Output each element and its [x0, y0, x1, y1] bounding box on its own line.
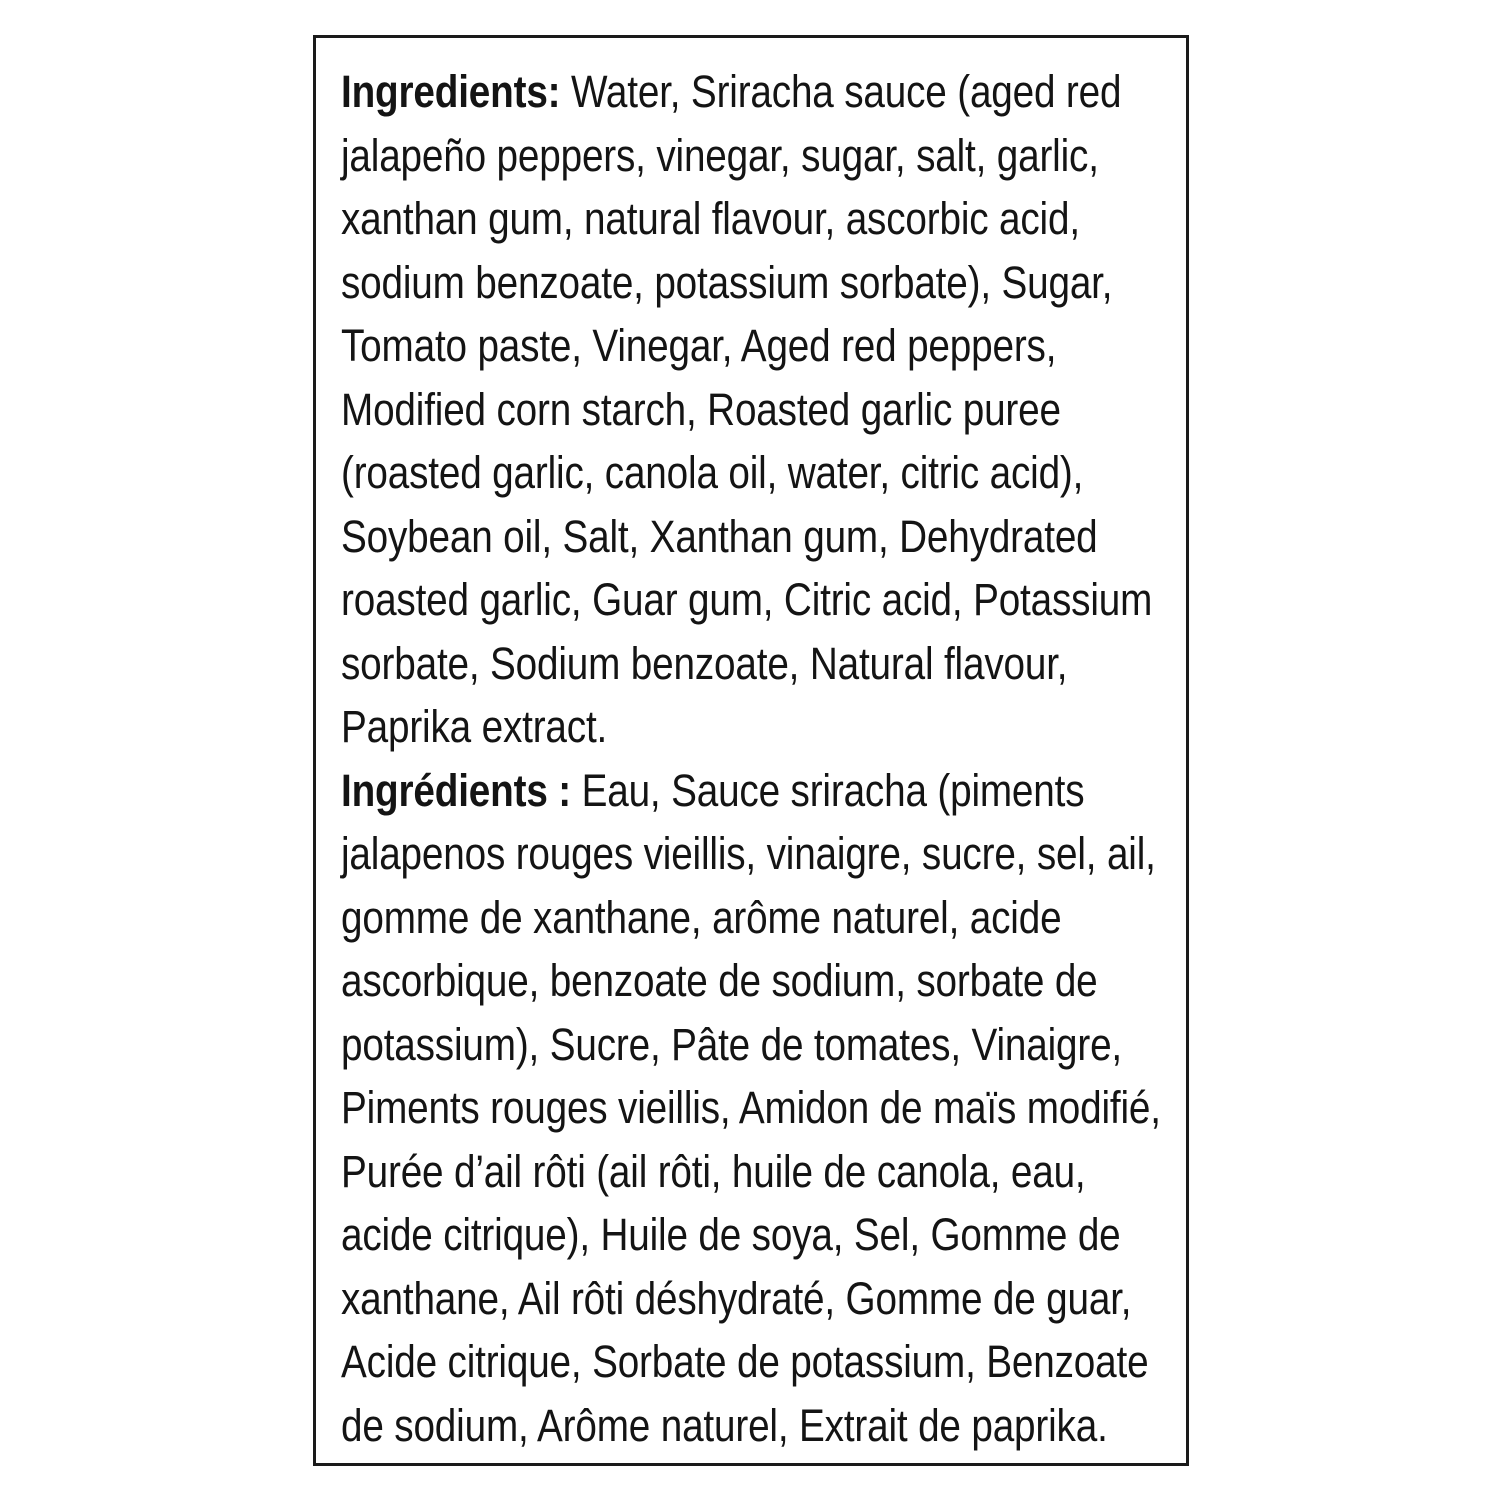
english-ingredients-line: roasted garlic, Guar gum, Citric acid, Potassium: [341, 574, 1153, 625]
ingredients-text: [341, 60, 1161, 1457]
french-ingredients-text: Eau, Sauce sriracha (piments: [570, 764, 1085, 816]
french-ingredients-line: de sodium, Arôme naturel, Extrait de paprika.: [341, 1399, 1108, 1451]
french-ingredients-line: xanthane, Ail rôti déshydraté, Gomme de guar,: [341, 1272, 1132, 1324]
french-ingredients-line: acide citrique), Huile de soya, Sel, Gomme de: [341, 1209, 1121, 1260]
french-ingredients-line: jalapenos rouges vieillis, vinaigre, sucre, sel, ail,: [341, 828, 1156, 879]
english-ingredients-line: Tomato paste, Vinegar, Aged red peppers,: [341, 320, 1057, 371]
english-ingredients-line: xanthan gum, natural flavour, ascorbic acid,: [341, 193, 1080, 244]
french-ingredients-line: gomme de xanthane, arôme naturel, acide: [341, 891, 1062, 943]
french-ingredients-heading: Ingrédients :: [341, 764, 571, 816]
french-ingredients-line: Purée d’ail rôti (ail rôti, huile de canola, eau,: [341, 1145, 1086, 1197]
english-ingredients-line: [341, 60, 1161, 124]
french-ingredients-line: potassium), Sucre, Pâte de tomates, Vinaigre,: [341, 1018, 1123, 1070]
english-ingredients-line: sodium benzoate, potassium sorbate), Sugar,: [341, 256, 1113, 308]
english-ingredients-line: Modified corn starch, Roasted garlic puree: [341, 383, 1061, 435]
english-ingredients-text: Water, Sriracha sauce (aged red: [560, 66, 1122, 117]
english-ingredients-line: Paprika extract.: [341, 701, 608, 752]
french-ingredients-line: ascorbique, benzoate de sodium, sorbate de: [341, 955, 1098, 1006]
french-ingredients-line: Piments rouges vieillis, Amidon de maïs modifié,: [341, 1082, 1161, 1133]
ingredients-label: [313, 35, 1189, 1466]
english-ingredients-heading: Ingredients:: [341, 66, 561, 117]
french-ingredients-line: Acide citrique, Sorbate de potassium, Benzoate: [341, 1336, 1149, 1387]
french-ingredients-line: [341, 759, 1161, 823]
english-ingredients-line: sorbate, Sodium benzoate, Natural flavour,: [341, 637, 1068, 689]
english-ingredients-line: Soybean oil, Salt, Xanthan gum, Dehydrated: [341, 510, 1098, 562]
english-ingredients-line: jalapeño peppers, vinegar, sugar, salt, garlic,: [341, 129, 1099, 181]
english-ingredients-line: (roasted garlic, canola oil, water, citric acid),: [341, 447, 1084, 498]
